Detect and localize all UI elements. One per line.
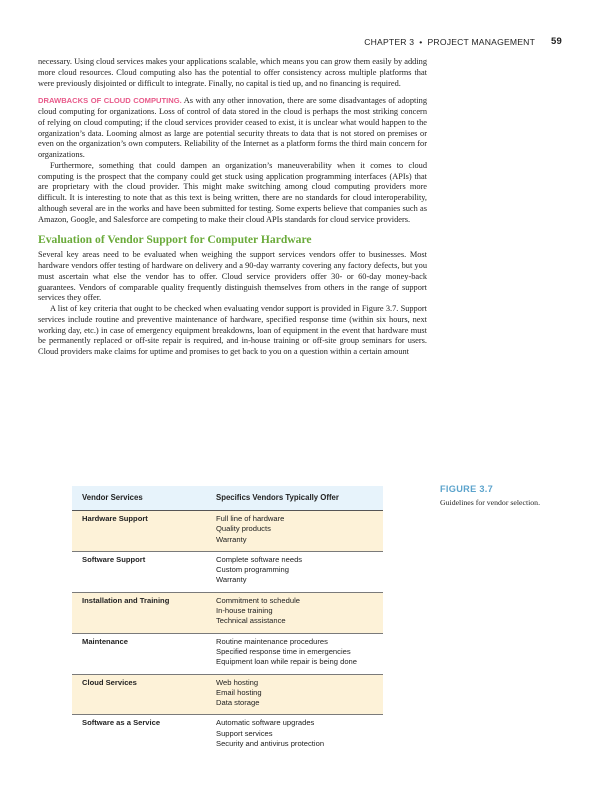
column-header-specifics: Specifics Vendors Typically Offer: [216, 492, 339, 502]
specific-item: Warranty: [216, 575, 247, 585]
table-header-row: [72, 486, 383, 511]
chapter-label: CHAPTER 3: [364, 36, 415, 47]
table-row: [72, 634, 383, 675]
header-bullet: •: [419, 36, 423, 47]
table-row: [72, 552, 383, 593]
service-name: Software as a Service: [82, 718, 161, 728]
table-row: [72, 675, 383, 716]
drawbacks-text: As with any other innovation, there are some disadvantages of adopting cloud computing for organizations. Loss of control of data stored in the cloud is perhaps the most striking concern of relying on cloud computing; if the cloud services provider ceased to exist, it is unclear what would happen to the organization’s data. Looming almost as large are potential security threats to data that is not stored on premises or even on the organization’s own computers. Reliability of the Internet as a platform forms the third main concern for organizations.: [38, 96, 427, 159]
specific-item: Technical assistance: [216, 616, 286, 626]
table-row: [72, 715, 383, 755]
figure-caption: [440, 484, 570, 507]
table-row: [72, 593, 383, 634]
service-specifics: [216, 596, 383, 627]
specific-item: Quality products: [216, 524, 271, 534]
page-number: 59: [551, 36, 562, 47]
figure-label: FIGURE 3.7: [440, 484, 494, 494]
table-row: [72, 511, 383, 552]
specific-item: Warranty: [216, 534, 247, 544]
specific-item: Support services: [216, 728, 273, 738]
service-name: Maintenance: [82, 636, 128, 646]
specific-item: Custom programming: [216, 565, 290, 575]
specific-item: Email hosting: [216, 687, 262, 697]
specific-item: Data storage: [216, 698, 260, 708]
runin-heading-drawbacks: DRAWBACKS OF CLOUD COMPUTING.: [38, 96, 182, 106]
service-specifics: [216, 514, 383, 545]
service-specifics: [216, 718, 383, 749]
service-specifics: [216, 555, 383, 586]
specific-item: Equipment loan while repair is being done: [216, 657, 357, 667]
body-text: [38, 57, 427, 358]
figure-caption-text: Guidelines for vendor selection.: [440, 498, 541, 507]
specific-item: Specified response time in emergencies: [216, 646, 351, 656]
section-heading: Evaluation of Vendor Support for Computer Hardware: [38, 233, 312, 247]
paragraph-vendor-support: Several key areas need to be evaluated when weighing the support services vendors offer to businesses. Most hardware vendors offer testing of hardware on delivery and a 90-day warranty covering any factory defects, but you must ascertain what else the vendor has to offer. Cloud service providers offer 30- or 60-day money-back guarantees. Vendors of comparable quality frequently distinguish themselves from others in the range of support services they offer.: [38, 250, 427, 303]
paragraph-key-criteria: A list of key criteria that ought to be checked when evaluating vendor support is provided in Figure 3.7. Support services include routine and preventive maintenance of hardware, specified response time (within six hours, next working day, etc.) in case of emergency equipment breakdowns, loan of equipment in the event that hardware must be permanently replaced or off-site repair is required, and in-house training or off-site group seminars for users. Cloud providers make claims for uptime and promises to get back to you on a question within a certain amount: [38, 304, 427, 356]
paragraph-cloud-benefits: necessary. Using cloud services makes your applications scalable, which means you can grow them easily by adding more cloud resources. Cloud computing also has the potential to offer consistency across multiple platforms that were previously disjointed or difficult to integrate. Finally, no capital is tied up, and no financing is required.: [38, 57, 427, 88]
column-header-services: Vendor Services: [82, 492, 143, 502]
specific-item: Complete software needs: [216, 554, 303, 564]
running-head: [364, 36, 562, 47]
chapter-title: PROJECT MANAGEMENT: [427, 36, 536, 47]
specific-item: In-house training: [216, 606, 273, 616]
service-name: Hardware Support: [82, 514, 148, 523]
service-name: Software Support: [82, 554, 146, 564]
paragraph-drawbacks: [38, 96, 427, 161]
specific-item: Web hosting: [216, 677, 259, 687]
specific-item: Commitment to schedule: [216, 595, 300, 605]
specific-item: Full line of hardware: [216, 514, 285, 523]
specific-item: Automatic software upgrades: [216, 718, 315, 728]
specific-item: Security and antivirus protection: [216, 739, 325, 749]
service-name: Cloud Services: [82, 677, 137, 687]
vendor-services-table: [72, 486, 383, 755]
service-specifics: [216, 678, 383, 709]
service-specifics: [216, 637, 383, 668]
paragraph-apis: Furthermore, something that could dampen an organization’s maneuverability when it comes to cloud computing is the prospect that the company could get stuck using application programming interfaces (APIs) that are proprietary with the cloud provider. This might make switching among cloud computing providers more difficult. It is interesting to note that as this text is being written, there are no standards for cloud interoperability, although several are in the works and have been submitted for testing. Some experts believe that companies such as Amazon, Google, and Salesforce are competing to make their cloud APIs standards for cloud service providers.: [38, 160, 427, 224]
specific-item: Routine maintenance procedures: [216, 636, 328, 646]
service-name: Installation and Training: [82, 595, 170, 605]
